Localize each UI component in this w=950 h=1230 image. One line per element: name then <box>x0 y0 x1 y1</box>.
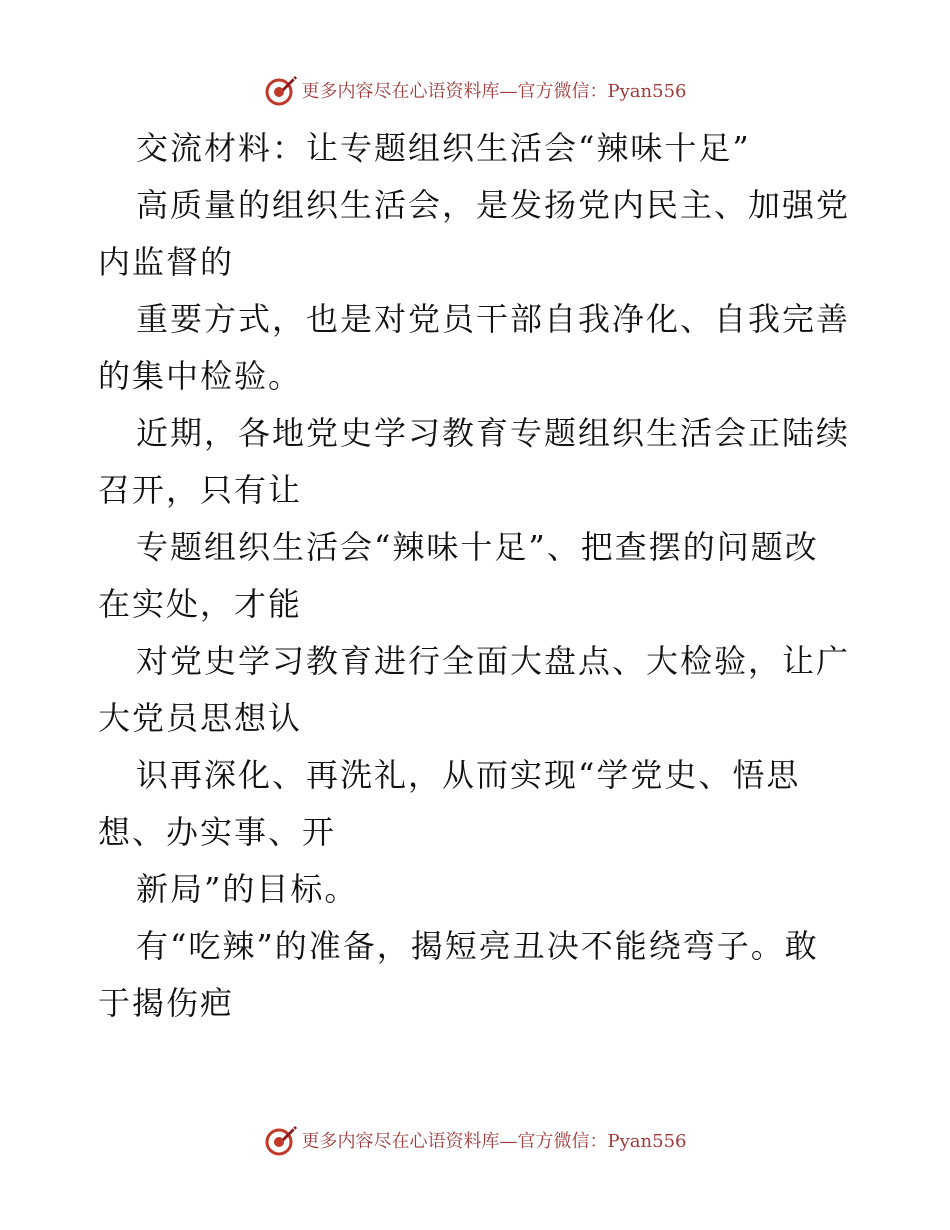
text-line: 于揭伤疤 <box>98 984 235 1022</box>
footer-banner-text: 更多内容尽在心语资料库—官方微信：Pyan556 <box>301 1131 687 1152</box>
text-line: 对党史学习教育进行全面大盘点、大检验，让广 <box>136 642 851 680</box>
text-line: 的集中检验。 <box>98 357 303 395</box>
pen-logo-icon <box>264 1123 298 1157</box>
text-line: 内监督的 <box>98 243 235 281</box>
header-banner <box>0 70 950 110</box>
document-body <box>98 120 858 1032</box>
footer-banner <box>0 1120 950 1160</box>
text-line: 高质量的组织生活会，是发扬党内民主、加强党 <box>136 186 851 224</box>
text-line: 有“吃辣”的准备，揭短亮丑决不能绕弯子。敢 <box>136 927 819 965</box>
text-line: 在实处，才能 <box>98 585 303 623</box>
text-line: 大党员思想认 <box>98 699 303 737</box>
text-line: 重要方式，也是对党员干部自我净化、自我完善 <box>136 300 851 338</box>
pen-logo-icon <box>264 73 298 107</box>
text-line: 想、办实事、开 <box>98 813 337 851</box>
text-line: 近期，各地党史学习教育专题组织生活会正陆续 <box>136 414 851 452</box>
header-banner-text: 更多内容尽在心语资料库—官方微信：Pyan556 <box>301 81 687 102</box>
text-line: 专题组织生活会“辣味十足”、把查摆的问题改 <box>136 528 819 566</box>
text-line: 交流材料：让专题组织生活会“辣味十足” <box>136 129 751 167</box>
text-line: 识再深化、再洗礼，从而实现“学党史、悟思 <box>136 756 801 794</box>
text-line: 召开，只有让 <box>98 471 303 509</box>
text-line: 新局”的目标。 <box>136 870 359 908</box>
